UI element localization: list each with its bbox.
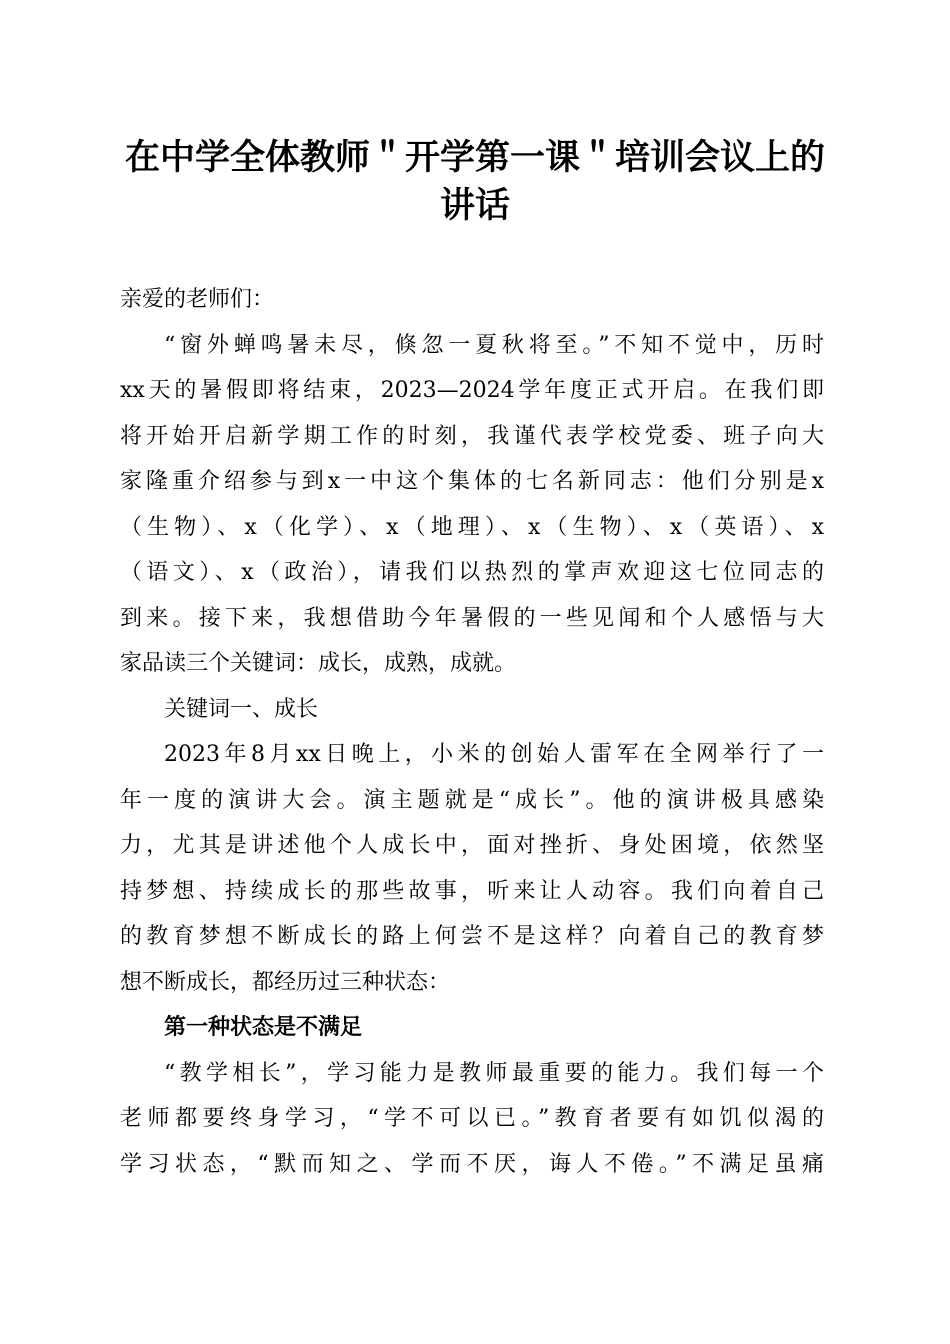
paragraph-line: xx天的暑假即将结束，2023—2024学年度正式开启。在我们即 [120,378,824,403]
paragraph-line: （语文）、x（政治），请我们以热烈的掌声欢迎这七位同志的 [120,560,824,585]
paragraph-line: 持梦想、持续成长的那些故事，听来让人动容。我们向着自己 [120,878,824,904]
paragraph-line: 2023年8月xx日晚上，小米的创始人雷军在全网举行了一 [164,742,824,767]
paragraph-line: 到来。接下来，我想借助今年暑假的一些见闻和个人感悟与大 [120,605,824,631]
paragraph-line: （生物）、x（化学）、x（地理）、x（生物）、x（英语）、x [120,514,824,540]
paragraph-line: 老师都要终身学习，“学不可以已。”教育者要有如饥似渴的 [120,1106,824,1131]
paragraph-line: 家隆重介绍参与到x一中这个集体的七名新同志：他们分别是x [120,469,824,494]
section-heading: 关键词一、成长 [164,696,319,722]
paragraph-line: “窗外蝉鸣暑未尽，倏忽一夏秋将至。”不知不觉中，历时 [164,332,824,358]
paragraph-line: 的教育梦想不断成长的路上何尝不是这样？向着自己的教育梦 [120,924,824,949]
subsection-heading: 第一种状态是不满足 [164,1014,363,1040]
paragraph-line: 家品读三个关键词：成长，成熟，成就。 [120,651,517,676]
paragraph-line: 将开始开启新学期工作的时刻，我谨代表学校党委、班子向大 [120,423,824,449]
document-body [120,277,824,1187]
document-title-line-2: 讲话 [439,185,510,226]
paragraph-line: 年一度的演讲大会。演主题就是“成长”。他的演讲极具感染 [120,787,824,813]
paragraph-line: 学习状态，“默而知之、学而不厌，诲人不倦。”不满足虽痛 [120,1151,824,1177]
paragraph-line: “教学相长”，学习能力是教师最重要的能力。我们每一个 [164,1060,824,1086]
paragraph-line: 想不断成长，都经历过三种状态： [120,969,451,995]
document-title-line-1: 在中学全体教师＂开学第一课＂培训会议上的 [124,137,825,178]
salutation: 亲爱的老师们： [120,287,275,312]
paragraph-line: 力，尤其是讲述他个人成长中，面对挫折、身处困境，依然坚 [120,833,824,858]
